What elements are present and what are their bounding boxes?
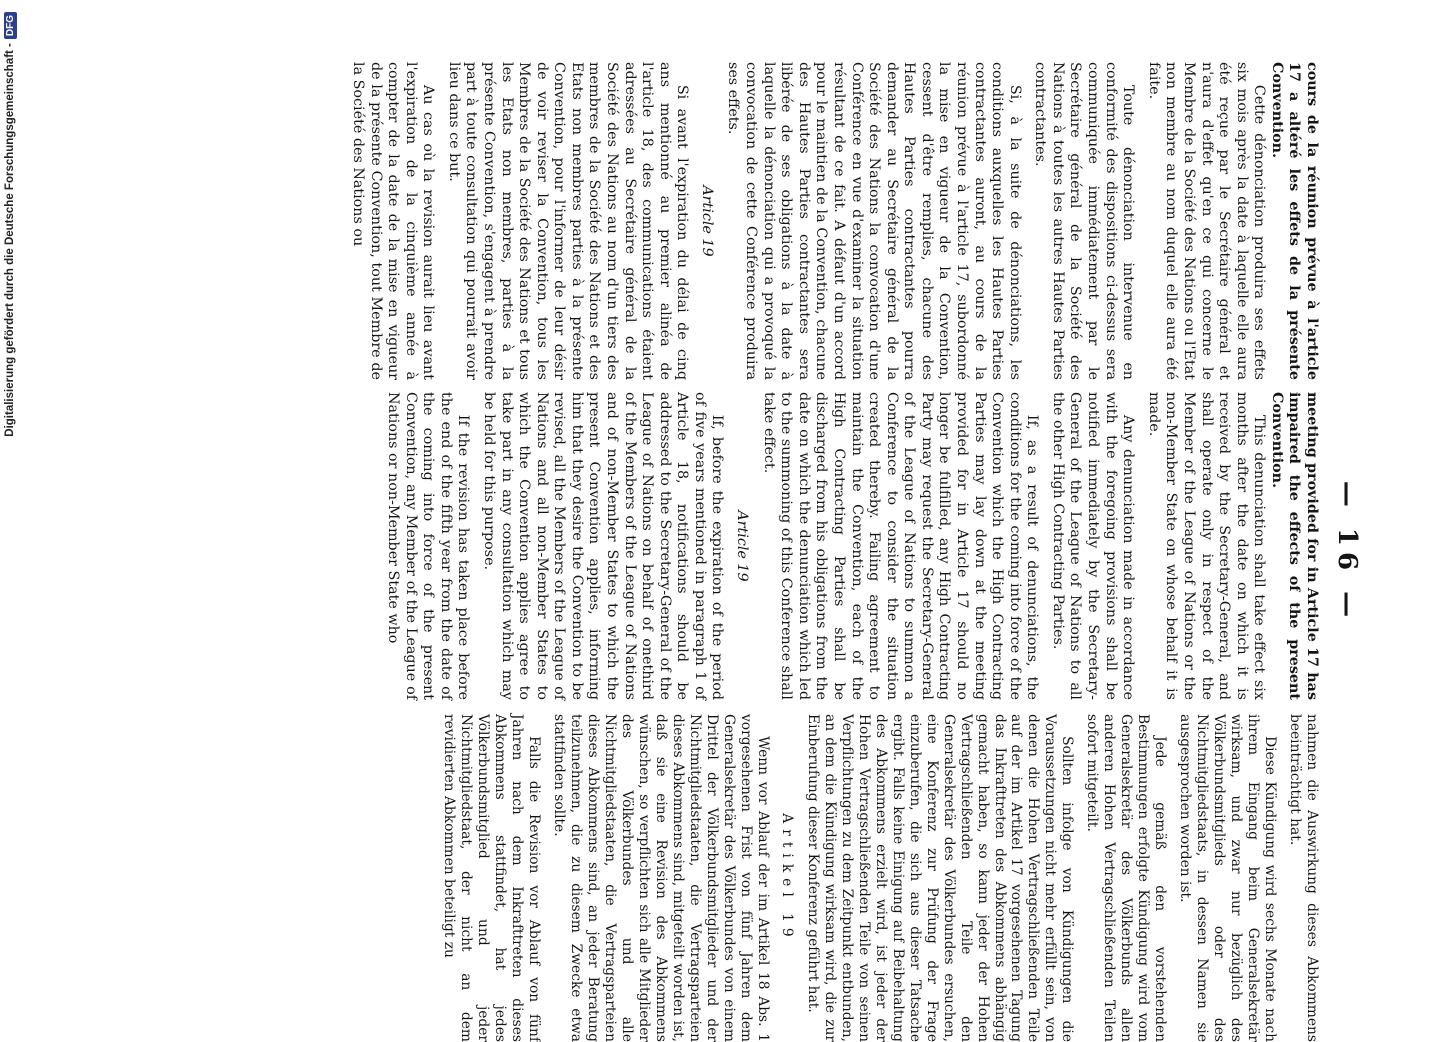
paragraph: If, as a result of denunciations, the conditions for the coming into force of the Convention which the High Contracting Parties may lay down at the meeting provided for in Article 17 should no longer be fulfilled, any High Contracting Party may request the Secretary-General of the League of Nations to summon a Conference to consider the situation created thereby. Failing agreement to maintain the Convention, each of the High Contracting Parties shall be discharged from his obligations from the date on which the denunciation which led to the summoning of this Conference shall take effect. <box>760 392 1041 700</box>
paragraph: Si avant l'expiration du délai de cinq ans mentionné au premier alinéa de l'article 18, des communications étaient adressées au Secrétaire général de la Société des Nations au nom d'un tiers des membres de la Société des Nations et des Etats non membres parties à la présente Convention, pour l'informer de leur désir de voir reviser la Convention, tous les Membres de la Société des Nations et tous les Etats non membres, parties à la présente Convention, s'engagent à prendre part à toute consultation qui pourrait avoir lieu dans ce but. <box>445 62 691 380</box>
paragraph: Jede gemäß den vorstehenden Bestimmungen erfolgte Kündigung wird vom Generalsekretär des Völkerbunds allen anderen Hohen Vertragschließenden Teilen sofort mitgeteilt. <box>1084 714 1169 1042</box>
paragraph: Falls die Revision vor Ablauf von fünf Jahren nach dem Inkrafttreten dieses Abkommens stattfindet, hat jedes Völkerbundsmitglied und jeder Nichtmitgliedstaat, der nicht an dem revidierten Abkommen beteiligt zu <box>441 714 543 1042</box>
page-number: — 16 — <box>1332 480 1362 624</box>
paragraph: If the revision has taken place before the end of the fifth year from the date of the coming into force of the present Convention, any Member of the League of Nations or non-Member State who <box>385 392 472 700</box>
paragraph: cours de la réunion prévue à l'article 17 a altéré les effets de la présente Convention. <box>1268 62 1320 380</box>
paragraph: Sollten infolge von Kündigungen die Voraussetzungen nicht mehr erfüllt sein, von denen die Hohen Vertragschließenden Teile auf der im Artikel 17 vorgesehenen Tagung das Inkrafttreten des Abkommens abhängig gemacht haben, so kann jeder der Hohen Vertragschließenden Teile den Generalsekretär des Völkerbundes ersuchen, eine Konferenz zur Prüfung der Frage einzuberufen, die sich aus dieser Tatsache ergibt. Falls keine Einigung auf Beibehaltung des Abkommens erzielt wird, ist jeder der Hohen Vertragschließenden Teile von seinen Verpflichtungen zu dem Zeitpunkt entbunden, an dem die Kündigung wirksam wird, die zur Einberufung dieser Konferenz geführt hat. <box>804 714 1076 1042</box>
paragraph: Si, à la suite de dénonciations, les conditions auxquelles les Hautes Parties contractantes auront, au cours de la réunion prévue à l'article 17, subordonné la mise en vigueur de la Convention, cessent d'être remplies, chacune des Hautes Parties contractantes pourra demander au Secrétaire général de la Société des Nations la convocation d'une Conférence en vue d'examiner la situation résultant de ce fait. A défaut d'un accord pour le maintien de la Convention, chacune des Hautes Parties contractantes sera libérée de ses obligations à la date à laquelle la dénonciation qui a provoqué la convocation de cette Conférence produira ses effets. <box>725 62 1023 380</box>
paragraph: Cette dénonciation produira ses effets six mois après la date à laquelle elle aura été reçue par le Secrétaire général et n'aura d'effet qu'en ce qui concerne le Membre de la Société des Nations ou l'Etat non membre au nom duquel elle aura été faite. <box>1145 62 1268 380</box>
german-text-column <box>0 714 1320 1042</box>
paragraph: meeting provided for in Article 17 has impaired the effects of the present Convention. <box>1268 392 1320 700</box>
paragraph: Toute dénonciation intervenue en conformité des dispositions ci-dessus sera communiquée immédiatement par le Secrétaire général de la Société des Nations à toutes les autres Hautes Parties contractantes. <box>1032 62 1137 380</box>
paragraph: Diese Kündigung wird sechs Monate nach ihrem Eingang beim Generalsekretär wirksam, und zwar nur bezüglich des Völkerbundsmitglieds oder des Nichtmitgliedstaats, in dessen Namen sie ausgesprochen worden ist. <box>1177 714 1279 1042</box>
paragraph: Au cas où la revision aurait lieu avant l'expiration de la cinquième année à compter de la date de la mise en vigueur de la présente Convention, tout Membre de la Société des Nations ou <box>349 62 437 380</box>
article-heading: Artikel 19 <box>778 813 795 943</box>
article-heading: Article 19 <box>698 185 715 257</box>
paragraph: This denunciation shall take effect six months after the date on which it is received by the Secretary-General, and shall operate only in respect of the Member of the League of Nations or the non-Member State on whose behalf it is made. <box>1145 392 1268 700</box>
paragraph: If, before the expiration of the period of five years mentioned in paragraph 1 of Article 18, notifications should be addressed to the Secretary-General of the League of Nations on behalf of onethird of the Members of the League of Nations and of non-Member States to which the present Convention applies, informing him that they desire the Convention to be revised, all the Members of the League of Nations and all non-Member States to which the Convention applies agree to take part in any consultation which may be held for this purpose. <box>480 392 726 700</box>
credit-text: Digitalisierung gefördert durch die Deutsche Forschungsgemeinschaft - <box>4 43 16 437</box>
digitization-credit <box>0 0 22 1000</box>
english-text-column <box>0 392 1320 700</box>
paragraph: nahmen die Auswirkung dieses Abkommens beeinträchtigt hat. <box>1287 714 1320 1042</box>
rotated-document-page <box>0 62 1362 1042</box>
paragraph: Wenn vor Ablauf der im Artikel 18 Abs. 1 vorgesehenen Frist von fünf Jahren dem Generalsekretär des Völkerbundes von einem Drittel der Völkerbundsmitglieder und der Nichtmitgliedstaaten, die Vertragsparteien dieses Abkommens sind, mitgeteilt worden ist, daß sie eine Revision des Abkommens wünschen, so verpflichten sich alle Mitglieder des Völkerbundes und alle Nichtmitgliedstaaten, die Vertragsparteien dieses Abkommens sind, an jeder Beratung teilzunehmen, die zu diesem Zwecke etwa stattfinden sollte. <box>551 714 771 1042</box>
french-text-column <box>0 62 1320 380</box>
dfg-logo: DFG <box>4 12 17 39</box>
paragraph: Any denunciation made in accordance with the foregoing provisions shall be notified immediately by the Secretary-General of the League of Nations to all the other High Contracting Parties. <box>1049 392 1137 700</box>
article-heading: Article 19 <box>734 510 751 582</box>
